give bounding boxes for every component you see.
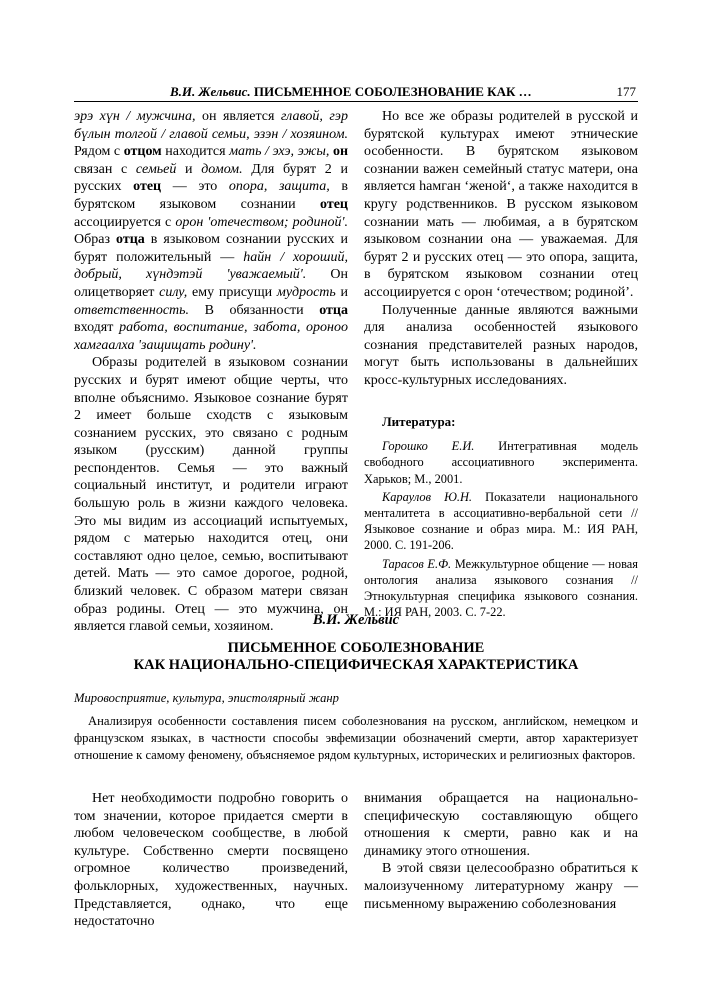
article-author: В.И. Жельвис: [312, 612, 400, 628]
text-run: һайн / хороший, добрый, хүндэтэй 'уважаемый'.: [74, 249, 348, 283]
reference-text: Межкультурное общение — новая онтология анализа языкового сознания // Этнокультурная специфика языкового сознания. М.: ИЯ РАН, 2003. С. 7-22.: [364, 556, 639, 620]
text-run: домом.: [201, 161, 243, 177]
text-run: отец: [133, 179, 162, 195]
article-title-line-2: КАК НАЦИОНАЛЬНО-СПЕЦИФИЧЕСКАЯ ХАРАКТЕРИСТИКА: [133, 657, 579, 673]
text-run: и: [335, 284, 349, 300]
text-run: отцом: [123, 144, 162, 160]
text-run: семьей: [135, 161, 177, 177]
text-run: ответственность.: [74, 302, 190, 318]
text-run: работа, воспитание, забота, ороноо хамгаалха 'защищать родину'.: [74, 320, 349, 353]
text-run: Для бурят 2 и русских: [74, 161, 348, 195]
article-body-paragraph: Нет необходимости подробно говорить о том значении, которое придается смерти в любом человеческом сообществе, в любой культуре. Собственно смерти посвящено огромное количество произведений, фольклорных, художественных, научных. Представляется, однако, что еще недостаточно: [74, 791, 348, 930]
text-run: орон 'отечеством; родиной'.: [175, 214, 348, 230]
article-title-line-1: ПИСЬМЕННОЕ СОБОЛЕЗНОВАНИЕ: [227, 640, 485, 656]
right-column-bottom: [364, 790, 638, 913]
reference-item: [364, 489, 638, 554]
reference-author: Караулов Ю.Н.: [382, 489, 473, 504]
text-run: отца: [116, 232, 145, 248]
page-number: 177: [616, 84, 636, 99]
reference-item: [364, 438, 638, 487]
right-column-top: [364, 108, 638, 622]
running-header-title: [170, 83, 532, 101]
header-rule: [74, 101, 638, 102]
text-run: Рядом с: [74, 144, 124, 160]
text-run: связан с: [74, 161, 136, 177]
reference-text: Показатели национального менталитета в ассоциативно-вербальной сети // Языковое сознание и образ мира. М.: ИЯ РАН, 2000. С. 191-206.: [364, 489, 638, 553]
left-paragraph-2: Образы родителей в языковом сознании русских и бурят имеют общие черты, что вполне объяснимо. Языковое сознание бурят 2 имеет больше сходств с языковым сознанием русских, это связано с родным языком (русским) данной группы респондентов. Семья — это важный социальный институт, и родители играют большую роль в жизни каждого человека. Это мы видим из ассоциаций испытуемых, рядом с матерью находится отец, они составляют одно целое, семью, воспитывают детей. Мать — это самое дорогое, родной, близкий человек. С образом матери связан образ родины. Отец — это мужчина, он является главой семьи, хозяином.: [74, 355, 348, 635]
text-run: эрэ хүн / мужчина,: [74, 109, 196, 124]
text-run: Образ: [74, 232, 116, 248]
text-run: — это: [161, 179, 229, 195]
article-title: [74, 640, 638, 674]
text-run: отца: [319, 302, 348, 318]
article-body-paragraph: В этой связи целесообразно обратиться к малоизученному литературному жанру — письменному выражению соболезнования: [364, 861, 638, 912]
running-header: [74, 83, 638, 103]
text-run: он: [332, 144, 349, 160]
text-run: в языковом сознании русских и бурят положительный —: [74, 232, 348, 265]
reference-author: Тарасов Е.Ф.: [382, 556, 452, 571]
left-paragraph-1: [74, 108, 348, 354]
text-run: отец: [320, 196, 348, 212]
text-run: главой, гэр бүлын толгой / главой семьи, эзэн / хозяином.: [74, 109, 348, 142]
reference-author: Горошко Е.И.: [382, 439, 475, 454]
text-run: ассоциируется с: [74, 214, 176, 230]
left-column-bottom: [74, 790, 348, 931]
text-run: он является: [195, 109, 281, 124]
text-run: ему присущи: [187, 284, 277, 300]
text-run: находится: [161, 144, 230, 160]
text-run: силу,: [159, 284, 188, 300]
article-body-paragraph: внимания обращается на национально-специфическую составляющую общего отношения к смерти, равно как и на динамику этого отношения.: [364, 791, 638, 859]
article-abstract: Анализируя особенности составления писем соболезнования на русском, английском, немецком и французском языках, в частности способы эвфемизации обозначений смерти, автор характеризует отношение к самому феномену, объясняемое рядом культурных, исторических и религиозных факторов.: [74, 714, 638, 762]
running-header-text: ПИСЬМЕННОЕ СОБОЛЕЗНОВАНИЕ КАК …: [253, 84, 532, 99]
text-run: В обязанности: [189, 302, 320, 318]
text-run: мудрость: [276, 284, 336, 300]
text-run: мать / эхэ, эжы,: [229, 144, 330, 160]
right-paragraph-1: Но все же образы родителей в русской и бурятской культурах имеют этнические особенности. В бурятском языковом сознании важен семейный статус матери, она является һамган ‘женой‘, а также находится в кругу родственников. В русском языковом сознании мать — любимая, а в бурятском языковом сознании она — уважаемая. Для бурят 2 и русских отец — это опора, защита, в бурятском языковом сознании отец ассоциируется с орон ‘отечеством; родиной’.: [364, 109, 638, 300]
reference-list: [364, 438, 638, 620]
text-run: опора, защита,: [228, 179, 330, 195]
article-keywords: Мировосприятие, культура, эпистолярный жанр: [74, 691, 339, 705]
text-run: и: [176, 161, 202, 177]
right-paragraph-2: Полученные данные являются важными для анализа особенностей языкового сознания представителей разных народов, могут быть использованы в дальнейших кросс-культурных исследованиях.: [364, 302, 638, 388]
left-column-top: [74, 108, 348, 636]
reference-text: Интегративная модель свободного ассоциативного эксперимента. Харьков; М., 2001.: [364, 439, 638, 486]
running-header-author: В.И. Жельвис.: [170, 84, 251, 99]
text-run: в бурятском языковом сознании: [74, 179, 348, 212]
text-run: входят: [74, 320, 120, 336]
text-run: Он олицетворяет: [74, 267, 348, 300]
literature-heading: Литература:: [382, 413, 456, 429]
